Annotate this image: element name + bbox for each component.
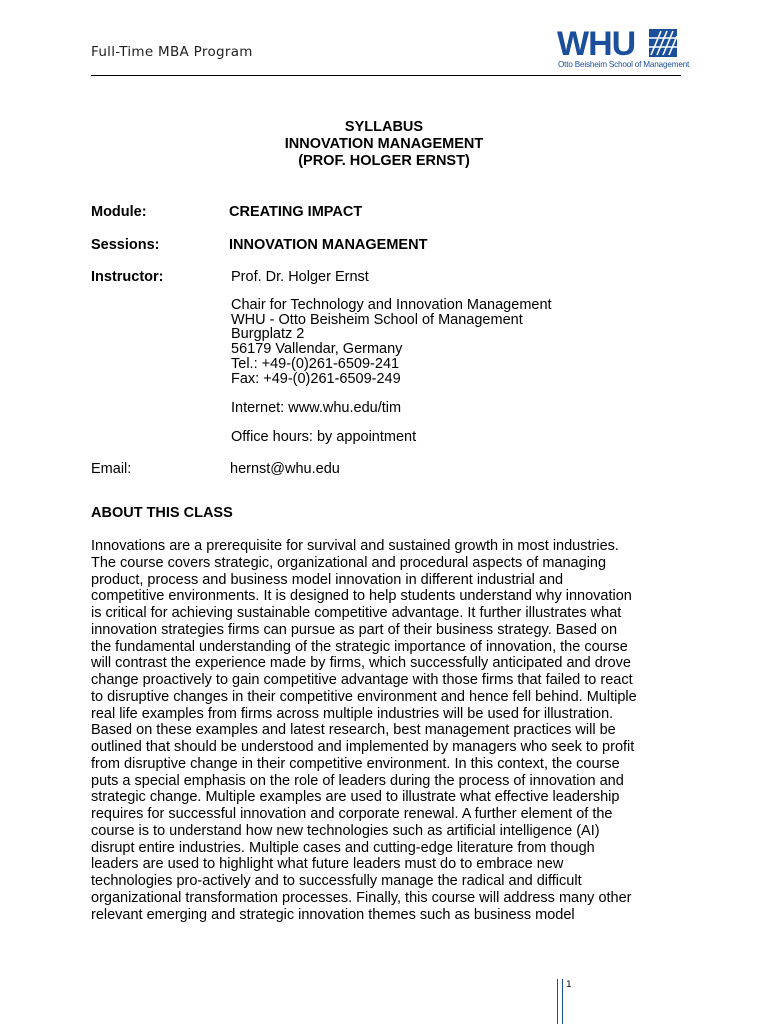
footer-bar (557, 979, 563, 1024)
paragraph-line: change proactively to gain competitive advantage with those firms that failed to react (91, 672, 633, 688)
paragraph-line: strategic change. Multiple examples are used to illustrate what effective leadership (91, 789, 620, 806)
sessions-label: Sessions: (91, 237, 160, 253)
whu-logo (557, 25, 690, 70)
address-line: Tel.: +49-(0)261-6509-241 (231, 355, 400, 372)
paragraph-line: puts a special emphasis on the role of leaders during the process of innovation and (91, 772, 624, 789)
paragraph-line: the fundamental understanding of the strategic importance of innovation, the course (91, 638, 628, 655)
paragraph-line: Based on these examples and latest research, best management practices will be (91, 722, 616, 739)
about-heading: ABOUT THIS CLASS (91, 505, 233, 521)
paragraph-line: organizational transformation processes. Finally, this course will address many other (91, 889, 632, 906)
paragraph-line: innovation strategies firms can pursue as part of their business strategy. Based on (91, 621, 618, 638)
paragraph-line: competitive environments. It is designed to help students understand why innovation (91, 588, 632, 605)
paragraph-line: course is to understand how new technologies such as artificial intelligence (AI) (91, 822, 600, 839)
doc-title-line3: (PROF. HOLGER ERNST) (298, 153, 470, 169)
module-value: CREATING IMPACT (229, 204, 363, 220)
page-number: 1 (566, 980, 572, 990)
internet-link[interactable]: Internet: www.whu.edu/tim (231, 400, 402, 416)
paragraph-line: requires for successful innovation and corporate renewal. A further element of the (91, 806, 613, 822)
address-line: 56179 Vallendar, Germany (231, 341, 403, 358)
paragraph-line: product, process and business model innovation in different industrial and (91, 571, 564, 588)
instructor-address (231, 298, 552, 386)
page-header-program: Full-Time MBA Program (91, 44, 253, 60)
logo-subtitle: Otto Beisheim School of Management (558, 60, 690, 69)
address-line: WHU - Otto Beisheim School of Management (231, 311, 523, 328)
email-link[interactable]: hernst@whu.edu (230, 461, 340, 477)
paragraph-line: leaders are used to highlight what future leaders must do to embrace new (91, 856, 564, 873)
office-hours: Office hours: by appointment (231, 429, 417, 445)
instructor-value: Prof. Dr. Holger Ernst (231, 269, 369, 285)
email-label: Email: (91, 461, 132, 477)
paragraph-line: real life examples from firms across multiple industries will be used for illustration. (91, 705, 614, 722)
instructor-label: Instructor: (91, 269, 164, 285)
doc-title-line1: SYLLABUS (344, 119, 424, 135)
address-line: Chair for Technology and Innovation Management (231, 297, 552, 313)
sessions-value: INNOVATION MANAGEMENT (229, 237, 428, 253)
paragraph-line: The course covers strategic, organizational and procedural aspects of managing (91, 554, 607, 571)
paragraph-line: technologies pro-actively and to successfully manage the radical and difficult (91, 873, 582, 889)
address-line: Fax: +49-(0)261-6509-249 (231, 370, 401, 387)
logo-wordmark: WHU (557, 25, 636, 63)
paragraph-line: Innovations are a prerequisite for survival and sustained growth in most industries. (91, 538, 619, 554)
module-label: Module: (91, 204, 147, 220)
paragraph-line: is critical for achieving sustainable competitive advantage. It further illustrates what (91, 605, 622, 621)
paragraph-line: to disruptive changes in their competitive environment and hence fell behind. Multiple (91, 688, 637, 705)
paragraph-line: outlined that should be understood and implemented by managers who seek to profit (91, 739, 635, 755)
paragraph-line: relevant emerging and strategic innovation themes such as business model (91, 906, 575, 923)
paragraph-line: will contrast the experience made by firms, which successfully anticipated and drove (91, 655, 631, 672)
header-rule (91, 75, 681, 76)
logo-mark-icon (649, 29, 677, 57)
about-paragraph (91, 538, 691, 923)
paragraph-line: from disruptive change in their competitive environment. In this context, the course (91, 755, 620, 772)
address-line: Burgplatz 2 (231, 326, 305, 343)
paragraph-line: disrupt entire industries. Multiple cases and cutting-edge literature from though (91, 839, 595, 856)
doc-title-line2: INNOVATION MANAGEMENT (284, 136, 484, 152)
